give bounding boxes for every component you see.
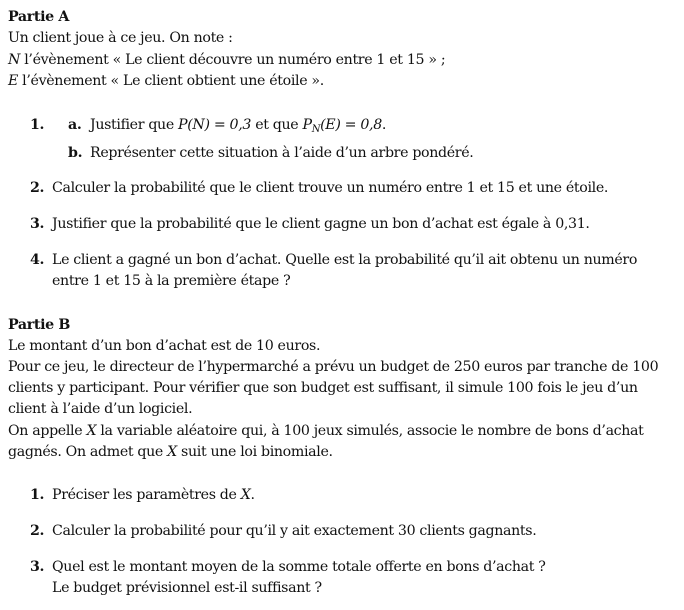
question-b3-line1: Quel est le montant moyen de la somme totale offerte en bons d’achat ? [52,559,546,575]
formula-p: P [302,117,312,133]
part-b-paragraph-2-line2: clients y participant. Pour vérifier que son budget est suffisant, il simule 100 fois le jeu d’un [8,380,638,396]
question-a1b-text: Représenter cette situation à l’aide d’un arbre pondéré. [90,145,474,161]
part-a-intro: Un client joue à ce jeu. On note : [8,30,233,46]
p3-line2-start: gagnés. On admet que [8,444,168,460]
formula-subscript-n: N [311,124,321,135]
question-a4-line1: Le client a gagné un bon d’achat. Quelle est la probabilité qu’il ait obtenu un numéro [52,252,638,268]
part-b-paragraph-2-line3: client à l’aide d’un logiciel. [8,401,193,417]
question-a3-number: 3. [30,216,45,232]
event-e-definition [8,71,324,91]
question-b3-line2: Le budget prévisionnel est-il suffisant ? [52,580,322,596]
question-b2-text: Calculer la probabilité pour qu’il y ait exactement 30 clients gagnants. [52,523,537,539]
question-b2-number: 2. [30,523,45,539]
question-a1a-letter: a. [68,117,82,133]
event-n-text: l’évènement « Le client découvre un numéro entre 1 et 15 » ; [20,52,446,68]
part-b-paragraph-3-line2 [8,442,333,462]
question-a1a-text-start: Justifier que [90,117,179,133]
question-a1a-text-mid: et que [251,117,303,133]
part-b-paragraph-2-line1: Pour ce jeu, le directeur de l’hypermarché a prévu un budget de 250 euros par tranche de 100 [8,359,659,375]
p3-line2-end: suit une loi binomiale. [176,444,333,460]
question-a2-text: Calculer la probabilité que le client trouve un numéro entre 1 et 15 et une étoile. [52,180,609,196]
variable-x: X [240,487,251,503]
question-a4-line2: entre 1 et 15 à la première étape ? [52,273,291,289]
part-b-paragraph-3-line1 [8,421,644,441]
question-b1-text-end: . [250,487,255,503]
variable-x: X [167,444,177,460]
formula-p-n: P(N) = 0,3 [178,117,252,133]
question-a1a-text-end: . [381,117,387,133]
question-b1-text-start: Préciser les paramètres de [52,487,241,503]
question-a4-number: 4. [30,252,45,268]
question-a1a-text [90,115,386,140]
part-b-title: Partie B [8,317,71,333]
part-a-title: Partie A [8,9,70,25]
variable-x: X [86,423,97,439]
question-a2-number: 2. [30,180,45,196]
question-b3-number: 3. [30,559,45,575]
p3-line1-start: On appelle [8,423,87,439]
question-b1-text [52,485,255,505]
part-b-paragraph-1: Le montant d’un bon d’achat est de 10 euros. [8,338,321,354]
event-n-definition [8,50,445,70]
question-a1b-letter: b. [68,145,83,161]
question-a3-text: Justifier que la probabilité que le client gagne un bon d’achat est égale à 0,31. [52,216,590,232]
p3-line1-end: la variable aléatoire qui, à 100 jeux simulés, associe le nombre de bons d’achat [96,423,644,439]
event-n-symbol: N [8,52,21,68]
question-a1-number: 1. [30,117,45,133]
question-b1-number: 1. [30,487,45,503]
formula-e-value: (E) = 0,8 [320,117,382,133]
event-e-symbol: E [8,73,19,89]
event-e-text: l’évènement « Le client obtient une étoile ». [18,73,324,89]
